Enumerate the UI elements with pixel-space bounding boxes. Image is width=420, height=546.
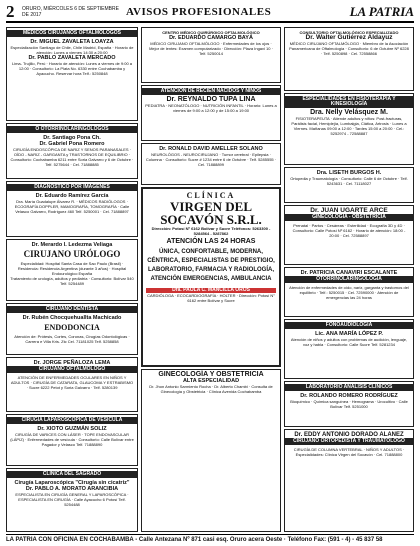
ad-text: MÉDICO CIRUJANO OFTALMÓLOGO · Enfermedades de los ojos · Mejor de lentes: Examen computarizado · Dirección: Plaza Ingavi 10 · Telf. 5250014 — [149, 41, 273, 56]
ad-laparoscopy-morato — [6, 468, 138, 532]
ad-text: Especialización Santiago de Chile, Chile Madrid, España · Horario de atención: Lunes a viernes 14:30 a 20:00 — [10, 45, 134, 55]
ad-banner: OTORRINOLARINGOLOGÍA — [285, 276, 413, 283]
ad-text: CIRUGÍA DE VARICES CON LÁSER · TOPE ENDOVASCULAR (LÁPIZ) · Enfermedades de vesícula · Consultorio: Calle Bolívar entre Pagador y Velasco Telf. 71888890 — [10, 432, 134, 447]
ad-text: NEUROLÓGOS - NEUROCIRUJANO · Tumor cerebral · Epilepsia · Columna · Consultorio: Sucre # 1234 entre 6 de Octubre · Telf. 5285555 · Cel. 71888899 — [145, 152, 277, 167]
ad-ophthalmology-penaloza — [6, 357, 138, 412]
doctor-name: Dr. PATRICIA CANAVIRI ESCALANTE — [300, 270, 398, 276]
ad-otorhino-pona — [6, 123, 138, 179]
ad-text: Especialidad: Hospital Santa Casa de Sao Paulo (Brasil) · Residencia: Residencia Argentina (durante 3 años) · Hospital Endourológico España — [17, 261, 127, 276]
doctor-name: Cirugía Laparoscópica "Cirugía sin cicatriz" — [14, 480, 130, 486]
doctor-name: Dra. Nelly Velásquez M. — [310, 109, 388, 116]
ad-text: Atención de niños y adultos con problemas de audición, lenguaje, voz y habla · Consultorio: Calle Sucre Telf. 5281234 — [290, 337, 408, 347]
doctor-name: Dr. Rubén Chocquehuallta Machicado — [22, 315, 122, 321]
doctor-name: Dr. PABLO A. MORATO ARANCIBIA — [25, 486, 119, 492]
ad-banner: CIRUJANO ORTOPEDISTA Y TRAUMATÓLOGO — [285, 438, 413, 445]
ad-banner: CENTRO MÉDICO QUIRÚRGICO OFTALMOLÓGICO — [162, 30, 260, 35]
clinic-label: CLÍNICA — [186, 191, 236, 200]
doctor-name: Dra. PAOLA C. MANCILLA OROS — [146, 288, 276, 293]
ad-banner: CIRUGÍA LAPAROSCÓPICA DE VESÍCULA — [7, 417, 137, 424]
ad-banner: GINECOLOGÍA - OBSTETRICIA — [285, 214, 413, 221]
column-right — [284, 27, 414, 532]
ad-otorhino-canaviri — [284, 267, 414, 317]
doctor-name: Dr. EDDY ANTONIO DORADO ALANEZ — [294, 432, 404, 438]
ad-text: Prenatal · Partos · Cesáreas · Esterilidad · Ecografía 3D y 4D · Consultorio: Calle Potosí Nº 6162 · Horario de atención: 18:00 - 20:00 · Cel. 72588897 — [292, 223, 406, 238]
ad-text: CIRUGÍA ENDOSCÓPICA DE NARIZ Y SENOS PARANASALES · OÍDO - NARIZ - GARGANTA y TRASTORNOS DE EQUILIBRIO · Consultorio: Cochabamba 6211 entre Soria Galvarro y 6 de Octubre · Telf. 5275644 · Cel. 71888885 — [10, 147, 134, 167]
ad-urology — [6, 239, 138, 301]
doctor-name: Dr. RONALD DAVID AMELLER SOLANO — [159, 146, 263, 152]
doctor-name: Dr. EDUARDO CAMARGO BAYÁ — [169, 35, 253, 41]
ad-clinic-virgen-socavon — [141, 187, 281, 367]
ad-banner: CONSULTORIO OFTALMOLÓGICO ESPECIALIZADO — [299, 30, 399, 35]
ad-physiotherapy-velasquez — [284, 93, 414, 165]
ad-text: Tratamiento de urología, adultos y pediatría · Consultorio: Bolívar 540 Telf. 5254489 — [10, 276, 134, 286]
ad-banner: ESPECIALIDADES EN FISIOTERAPIA Y KINESIOLOGÍA — [285, 96, 413, 108]
doctor-name: Dr. Eduardo Ramírez García — [35, 193, 109, 199]
ad-banner: GINECOLOGÍA Y OBSTETRICIA — [158, 371, 264, 378]
ad-text: ATENCIÓN DE ENFERMEDADES OCULARES EN NIÑOS Y ADULTOS · CIRUGÍA DE CATARATA, GLAUCOMA Y ESTRABISMO · Sucre 6222 Petot y Soria Galvarro · Telf. 5280139 — [10, 375, 134, 390]
column-left — [6, 27, 138, 532]
ad-laparoscopy-guzman — [6, 414, 138, 466]
ad-banner: MÉDICOS CIRUJANOS OFTALMÓLOGOS — [7, 30, 137, 37]
ad-text: PEDIATRA · NEONATÓLOGO · NUTRICIÓN INFANTIL · Horario: Lunes a viernes de 9:00 a 12:00 y de 15:00 a 19:00 — [145, 103, 277, 113]
ad-laboratory — [284, 381, 414, 427]
ad-banner: CLÍNICA DEL SAGRADO — [7, 471, 137, 478]
ad-banner: LABORATORIO ANÁLISIS CLÍNICOS — [285, 384, 413, 391]
ad-speech-therapy — [284, 319, 414, 379]
ad-banner: ATENCIÓN DE RECIÉN NACIDOS Y NIÑOS — [142, 88, 280, 95]
clinic-address: Dirección: Potosí Nº 6162 Bolívar y Sucre Teléfonos: 5263300 - 5284564 - 5287862 — [151, 226, 271, 236]
doctor-name: Dr. PABLO ZAVALETA MERCADO — [28, 55, 116, 61]
ad-gynecology-specialty — [141, 369, 281, 532]
edition-date: ORURO, MIÉRCOLES 6 DE SEPTIEMBRE DE 2017 — [22, 6, 119, 18]
ad-text: Ortopedia y Traumatología · Consultorio: Calle 6 de Octubre · Telf. 5243631 · Cel. 71118027 — [290, 176, 408, 186]
page-footer: LA PATRIA CON OFICINA EN COCHABAMBA - Calle Antezana Nº 871 casi esq. Oruro acera Oeste · Teléfono Fax: (591 - 4) - 45 837 58 — [6, 534, 414, 543]
ad-text: Lima- Trujillo, Perú · Horario de atención: Lunes a viernes de 9:00 a 12:00 · Consultorio: La Plata No. 6330 entre Cochabamba y Ayacucho. Reservar hora Telf.: 5250848 — [11, 61, 133, 76]
doctor-name: Dra. LISETH BURGOS H. — [316, 170, 382, 176]
doctor-name: Dr. Gabriel Pona Romero — [39, 141, 105, 147]
ad-banner: FONOAUDIOLOGÍA — [285, 322, 413, 329]
page-number: 2 — [6, 2, 15, 21]
doctor-name: Dr. JUAN UGARTE ARCE — [310, 207, 388, 214]
ad-text: Atención de: Prótesis, Cortes, Coronas, Cirugías Odontológicas · Carrera e Villa Kris. Ztc Cel. 71181025 Telf. 5258858 — [14, 334, 130, 344]
ad-text: FISIOTERAPEUTA · Atiende adultos y niños: Post-fracturas, Parálisis facial, Hemiplejía, Lumbalgia, Ciática, Artrosis · Lunes a Viernes. Mañanas 09:00 a 12:00 · Tardes 15:00 a 20:00 · Cel.: 5252974 - 72588887 — [291, 116, 407, 136]
ad-orthopedics-dorado — [284, 429, 414, 532]
clinic-services: ÚNICA, CONFORTABLE, MODERNA, CÉNTRICA, ESPECIALISTAS DE PRESTIGIO, LABORATORIO, FARMACIA Y RADIOLOGÍA, ATENCIÓN EMERGENCIAS, AMBULANCIA — [147, 249, 275, 282]
ad-text: MÉDICO CIRUJANO OFTALMÓLOGO · Miembro de la Asociación Panamericana de Oftalmología · Consultorio: 6 de Octubre Nº 6228 · Telf. 5250898 · Cel. 72558866 — [289, 41, 409, 56]
ad-gynecology-ugarte — [284, 205, 414, 265]
ad-dentist — [6, 303, 138, 355]
ad-text: Dr. Jhon Antonio Sarmiento Rocha · Dr. Alberto Chambi · Consulta de Ginecología y Obstetricia · Clínica Avenida Cochabamba — [149, 384, 273, 394]
doctor-name: Dr. XIOTO GUZMÁN SOLIZ — [37, 426, 107, 432]
ad-ophthalmology-gutierrez — [284, 27, 414, 91]
ad-orthopedics-burgos — [284, 167, 414, 203]
ad-text: CARDIÓLOGA · ECOCARDIOGRAFÍA · HOLTER · Dirección: Potosí N° 6162 entre Bolívar y Sucre — [147, 293, 275, 303]
specialty-title: ENDODONCIA — [44, 323, 100, 332]
ad-radiology — [6, 181, 138, 237]
doctor-name: Lic. ANA MARÍA LÓPEZ P. — [315, 331, 383, 337]
doctor-name: Dr. Merardo I. Ledezma Veliaga — [31, 242, 113, 248]
page-header — [6, 3, 414, 23]
ad-banner: DIAGNÓSTICO POR IMÁGENES — [7, 184, 137, 191]
ad-text: Dra. María Guadalupe Álvarez R. · MÉDICOS RADIÓLOGOS · ECOGRAFÍA DOPPLER, MAMOGRAFÍA, TOMOGRAFÍA · Calle Velasco Galvarro, Rodríguez 460 Telf. 5250001 · Cel. 71888897 — [14, 199, 130, 214]
clinic-name: VIRGEN DEL SOCAVÓN S.R.L. — [160, 199, 262, 227]
clinic-hours: ATENCIÓN LAS 24 HORAS — [166, 238, 256, 245]
newspaper-logo: LA PATRIA — [349, 4, 414, 19]
doctor-name: Dr. MIGUEL ZAVALETA LOAYZA — [30, 39, 114, 45]
doctor-name: Dr. Santiago Pona Ch. — [43, 135, 101, 141]
specialty-title: ALTA ESPECIALIDAD — [182, 378, 240, 384]
ad-banner: CIRUJANO DENTISTA — [7, 306, 137, 313]
ad-text: ESPECIALISTA EN CIRUGÍA GENERAL Y LAPAROSCÓPICA · ESPECIALISTA EN CIRUGÍA · Calle Ayacucho 6 Potosí Telf. 5254488 — [15, 492, 129, 507]
section-title: AVISOS PROFESIONALES — [126, 6, 272, 18]
ad-banner: O OTORRINOLARINGÓLOGOS — [7, 126, 137, 133]
ad-text: Atención de enfermedades de oído, nariz, garganta y trastornos del equilibrio · Telf.: 5250015 · Cel. 72590000 · Atención de emergencias las 24 horas — [289, 285, 409, 300]
specialty-title: CIRUJANO URÓLOGO — [23, 249, 121, 259]
doctor-name: Dr. ROLANDO ROMERO RODRÍGUEZ — [300, 393, 398, 399]
ad-banner: CIRUJANO OFTALMÓLOGO — [7, 366, 137, 373]
doctor-name: Dr. Walter Gutiérrez Aldayuz — [305, 34, 393, 41]
ad-text: Bioquímico · Química sanguínea · Hemograma · Urocultivo · Calle Bolívar Telf. 5251000 — [290, 399, 408, 409]
doctor-name: Dr. REYNALDO TUPA LINA — [166, 96, 256, 103]
column-center — [141, 27, 281, 532]
ad-neurology-ameller — [141, 143, 281, 185]
ad-pediatrics-tupa — [141, 85, 281, 141]
doctor-name: Dr. JORGE PEÑALOZA LEMA — [33, 360, 111, 366]
ad-ophthalmology-camargo — [141, 27, 281, 83]
ad-text: CIRUGÍA DE COLUMNA VERTEBRAL · NIÑOS Y ADULTOS · Especialidades: Clínica Virgen del Socavón · Cel. 71888800 — [293, 447, 405, 457]
ad-ophthalmology-zavaleta — [6, 27, 138, 121]
